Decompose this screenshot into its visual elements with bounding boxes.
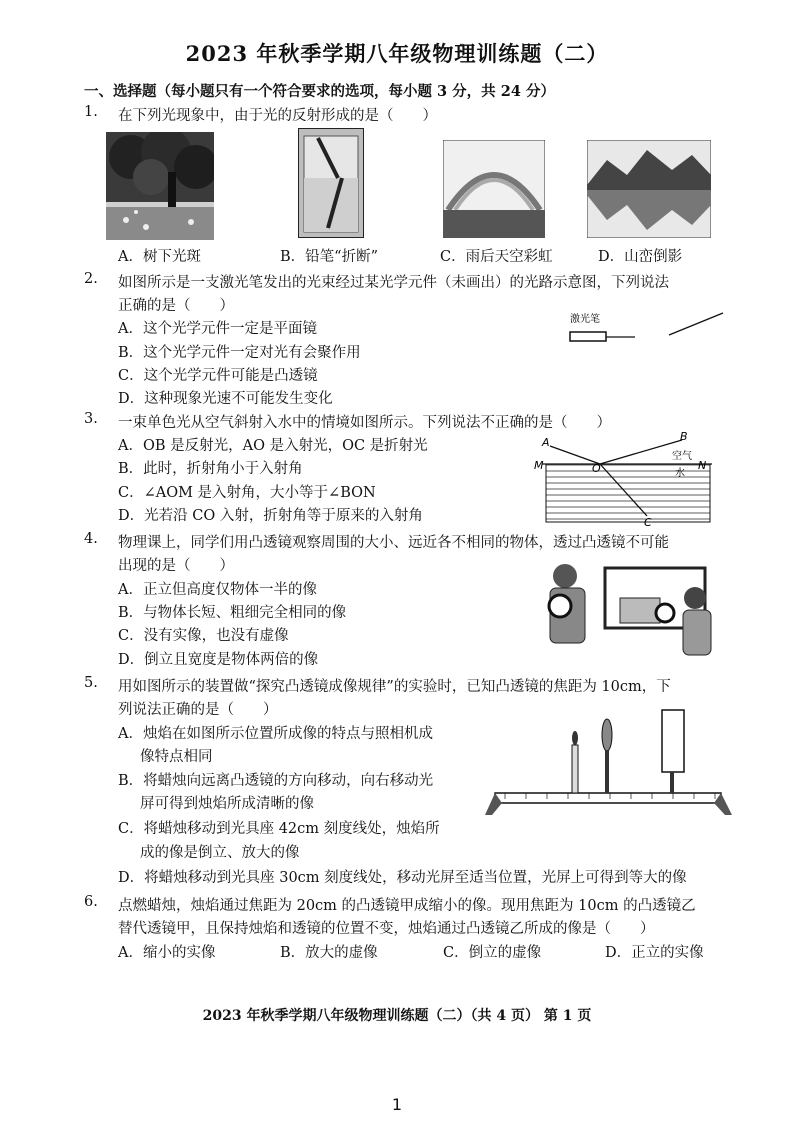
q4-option-b[interactable]: B．与物体长短、粗细完全相同的像: [118, 605, 347, 621]
label-a: A: [542, 436, 550, 449]
refraction-diagram: [532, 432, 722, 528]
q6-option-b[interactable]: B．放大的虚像: [280, 945, 378, 961]
page-title: 2023 年秋季学期八年级物理训练题（二）: [185, 41, 609, 66]
q5-option-c-line1[interactable]: C．将蜡烛移动到光具座 42cm 刻度线处，烛焰所: [118, 821, 440, 837]
q6-number: 6.: [84, 894, 98, 910]
q2-stem-line2: 正确的是（ ）: [118, 298, 234, 314]
q4-option-a[interactable]: A．正立但高度仅物体一半的像: [118, 582, 317, 598]
q1-option-c[interactable]: C．雨后天空彩虹: [440, 249, 553, 265]
laser-pointer-body: [570, 332, 606, 341]
q3-number: 3.: [84, 411, 98, 427]
q5-option-a-line2: 像特点相同: [140, 749, 213, 765]
q5-stem-line2: 列说法正确的是（ ）: [118, 702, 278, 718]
q3-option-d[interactable]: D．光若沿 CO 入射，折射角等于原来的入射角: [118, 508, 423, 524]
q6-option-d[interactable]: D．正立的实像: [605, 945, 704, 961]
q2-option-a[interactable]: A．这个光学元件一定是平面镜: [118, 321, 317, 337]
q1-number: 1.: [84, 104, 98, 120]
photo-mountain-reflection: [587, 140, 711, 238]
water-region: [546, 464, 710, 522]
q6-option-c[interactable]: C．倒立的虚像: [443, 945, 542, 961]
q2-number: 2.: [84, 271, 98, 287]
page-footer: 2023 年秋季学期八年级物理训练题（二）（共 4 页） 第 1 页: [202, 1008, 592, 1024]
photo-tree-shade: [106, 132, 214, 240]
q6-option-a[interactable]: A．缩小的实像: [118, 945, 216, 961]
q5-option-a-line1[interactable]: A．烛焰在如图所示位置所成像的特点与照相机成: [118, 726, 433, 742]
q6-stem-line2: 替代透镜甲，且保持烛焰和透镜的位置不变，烛焰通过凸透镜乙所成的像是（ ）: [118, 921, 655, 937]
bench-scale: [495, 793, 721, 803]
q3-option-b[interactable]: B．此时，折射角小于入射角: [118, 461, 303, 477]
q4-option-c[interactable]: C．没有实像，也没有虚像: [118, 628, 289, 644]
laser-pointer-diagram: [565, 308, 730, 348]
q1-option-b[interactable]: B．铅笔“折断”: [280, 249, 378, 265]
q2-option-b[interactable]: B．这个光学元件一定对光有会聚作用: [118, 345, 361, 361]
label-o: O: [592, 462, 601, 475]
q5-option-d[interactable]: D．将蜡烛移动到光具座 30cm 刻度线处，移动光屏至适当位置，光屏上可得到等大的像: [118, 870, 687, 886]
label-m: M: [534, 459, 544, 472]
q2-option-d[interactable]: D．这种现象光速不可能发生变化: [118, 391, 333, 407]
page-number: 1: [391, 1095, 403, 1114]
q3-option-c[interactable]: C．∠AOM 是入射角，大小等于∠BON: [118, 485, 376, 501]
q4-option-d[interactable]: D．倒立且宽度是物体两倍的像: [118, 652, 319, 668]
q5-stem-line1: 用如图所示的装置做“探究凸透镜成像规律”的实验时，已知凸透镜的焦距为 10cm，下: [118, 679, 671, 695]
q6-stem-line1: 点燃蜡烛，烛焰通过焦距为 20cm 的凸透镜甲成缩小的像。现用焦距为 10cm 的凸透镜乙: [118, 898, 696, 914]
candle-flame-icon: [572, 731, 578, 745]
optical-bench-diagram: [480, 705, 742, 820]
label-air: 空气: [672, 451, 692, 462]
convex-lens: [602, 719, 612, 751]
label-b: B: [680, 432, 688, 443]
students-magnifier-illustration: [535, 558, 730, 663]
q5-option-c-line2: 成的像是倒立、放大的像: [140, 845, 300, 861]
q1-stem: 在下列光现象中，由于光的反射形成的是（ ）: [118, 108, 437, 124]
label-water: 水: [675, 468, 685, 479]
label-c: C: [644, 516, 652, 528]
q4-stem-line1: 物理课上，同学们用凸透镜观察周围的大小、远近各不相同的物体，透过凸透镜不可能: [118, 535, 669, 551]
light-screen: [662, 710, 684, 772]
q1-option-a[interactable]: A．树下光斑: [118, 249, 201, 265]
q5-number: 5.: [84, 675, 98, 691]
photo-pencil-in-water: [298, 128, 364, 238]
laser-beam-out: [669, 313, 723, 335]
ray-ob: [600, 440, 682, 464]
q5-option-b-line2: 屏可得到烛焰所成清晰的像: [140, 796, 314, 812]
q4-number: 4.: [84, 531, 98, 547]
q5-option-b-line1[interactable]: B．将蜡烛向远离凸透镜的方向移动，向右移动光: [118, 773, 434, 789]
laser-label: 激光笔: [570, 314, 600, 325]
photo-rainbow: [443, 140, 545, 238]
q4-stem-line2: 出现的是（ ）: [118, 558, 234, 574]
q2-option-c[interactable]: C．这个光学元件可能是凸透镜: [118, 368, 318, 384]
q3-option-a[interactable]: A．OB 是反射光，AO 是入射光，OC 是折射光: [118, 438, 428, 454]
candle: [572, 745, 578, 793]
label-n: N: [698, 459, 707, 472]
section-heading: 一、选择题（每小题只有一个符合要求的选项，每小题 3 分，共 24 分）: [84, 83, 555, 100]
q2-stem-line1: 如图所示是一支激光笔发出的光束经过某光学元件（未画出）的光路示意图，下列说法: [118, 275, 669, 291]
q1-option-d[interactable]: D．山峦倒影: [598, 249, 683, 265]
q3-stem: 一束单色光从空气斜射入水中的情境如图所示。下列说法不正确的是（ ）: [118, 415, 611, 431]
